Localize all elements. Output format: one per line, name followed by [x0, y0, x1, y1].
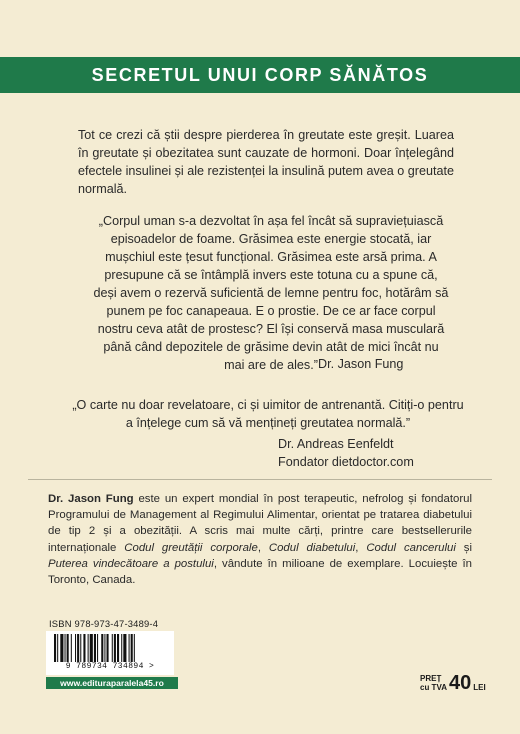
- quote-eenfeldt-author: [278, 435, 414, 471]
- price-tag: [420, 670, 486, 696]
- divider: [28, 479, 492, 480]
- bio-sep: ,: [257, 541, 269, 554]
- price-currency: LEI: [473, 683, 486, 692]
- price-label: PREȚ: [420, 674, 442, 683]
- bio-book-3: Codul cancerului: [366, 541, 456, 554]
- bio-text: este un expert mondial în post terapeutic, nefrolog și fondatorul Programului de Management al Regimului Alimentar, orientat pe tratarea diabetului de tip 2 și a obezității. A scris mai multe cărți, printre care bestsellerurile internaționale: [48, 493, 472, 554]
- bio-text: , vândute în milioane de exemplare. Locuiește în Toronto, Canada.: [48, 557, 472, 587]
- bio-book-2: Codul diabetului: [268, 541, 356, 554]
- quote-eenfeldt: „O carte nu doar revelatoare, ci și uimitor de antrenantă. Citiți-o pentru a înțelege cum să vă mențineți greutatea normală.”: [72, 398, 464, 430]
- book-title: SECRETUL UNUI CORP SĂNĂTOS: [91, 64, 429, 85]
- bio-sep: și: [455, 541, 472, 554]
- barcode-bars: [46, 631, 174, 663]
- publisher-url: www.edituraparalela45.ro: [60, 678, 164, 688]
- bio-book-4: Puterea vindecătoare a postului: [48, 557, 214, 570]
- quote-fung-author: Dr. Jason Fung: [318, 357, 404, 371]
- publisher-url-bar: [46, 677, 178, 689]
- quote-fung: „Corpul uman s-a dezvoltat în așa fel încât să supraviețuiască episoadelor de foame. Grăsimea este energie stocată, iar mușchiul este țesut funcțional. Grăsimea este arsă prima. A presupune că se întâmplă invers este totuna cu a spune că, deși avem o rezervă suficientă de lemne pentru foc, hotărâm să punem pe foc canapeaua. E o prostie. De ce ar face corpul nostru ceva atât de prostesc? El își conservă masa musculară până când depozitele de grăsime devin atât de mici încât nu mai are de ales.”: [93, 214, 449, 372]
- bio-name: Dr. Jason Fung: [48, 493, 134, 505]
- price-value: 40: [448, 672, 472, 694]
- isbn: ISBN 978-973-47-3489-4: [49, 618, 159, 629]
- title-band: [0, 57, 520, 93]
- price-vat-label: cu TVA: [420, 683, 447, 692]
- bio-sep: ,: [355, 541, 367, 554]
- author-name: Dr. Andreas Eenfeldt: [278, 437, 394, 451]
- author-bio: [48, 491, 472, 588]
- bio-book-1: Codul greutății corporale: [124, 541, 258, 554]
- author-title: Fondator dietdoctor.com: [278, 455, 414, 469]
- barcode-digits: 9 789734 734894 >: [46, 662, 174, 671]
- intro-paragraph: Tot ce crezi că știi despre pierderea în greutate este greșit. Luarea în greutate și obezitatea sunt cauzate de hormoni. Doar înțelegând efectele insulinei și ale rezistenței la insulină putem avea o greutate normală.: [78, 128, 454, 196]
